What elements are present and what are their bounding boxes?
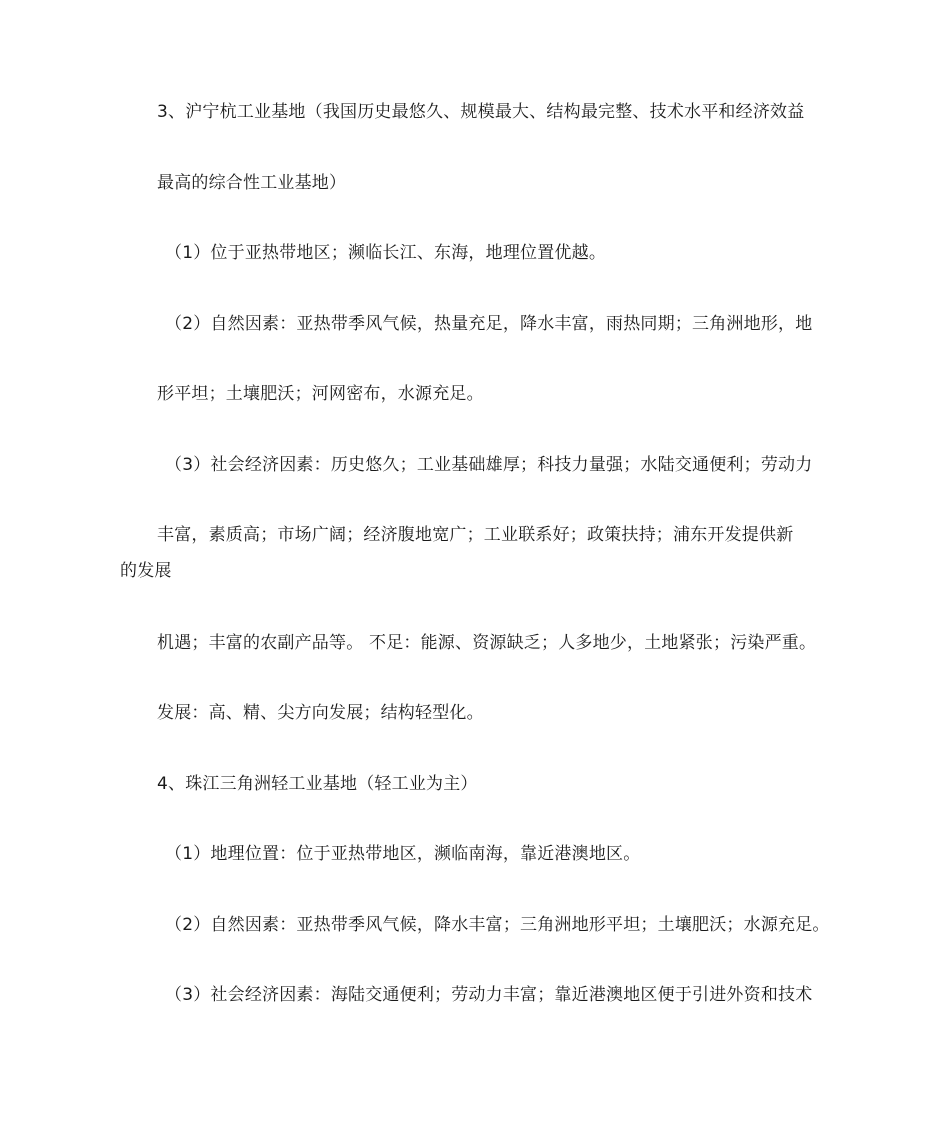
list-item: （2）自然因素：亚热带季风气候，降水丰富；三角洲地形平坦；土壤肥沃；水源充足。 (165, 915, 830, 935)
section-heading-zhujiang: 4、珠江三角洲轻工业基地（轻工业为主） (157, 774, 478, 794)
paragraph-line: 丰富，素质高；市场广阔；经济腹地宽广；工业联系好；政策扶持；浦东开发提供新 (157, 525, 794, 545)
list-item: （2）自然因素：亚热带季风气候，热量充足，降水丰富，雨热同期；三角洲地形，地 (165, 314, 813, 334)
paragraph-line: 的发展 (120, 561, 172, 581)
section-heading-huningshang: 3、沪宁杭工业基地（我国历史最悠久、规模最大、结构最完整、技术水平和经济效益 (157, 102, 805, 122)
paragraph-line: 发展：高、精、尖方向发展；结构轻型化。 (157, 703, 484, 723)
paragraph-line: 最高的综合性工业基地） (157, 173, 347, 193)
list-item: （3）社会经济因素：海陆交通便利；劳动力丰富；靠近港澳地区便于引进外资和技术 (165, 985, 813, 1005)
list-item: （1）地理位置：位于亚热带地区，濒临南海，靠近港澳地区。 (165, 844, 641, 864)
list-item: （1）位于亚热带地区；濒临长江、东海，地理位置优越。 (165, 243, 607, 263)
paragraph-line: 机遇；丰富的农副产品等。 不足：能源、资源缺乏；人多地少，土地紧张；污染严重。 (157, 633, 817, 653)
paragraph-line: 形平坦；土壤肥沃；河网密布，水源充足。 (157, 384, 484, 404)
list-item: （3）社会经济因素：历史悠久；工业基础雄厚；科技力量强；水陆交通便利；劳动力 (165, 455, 813, 475)
